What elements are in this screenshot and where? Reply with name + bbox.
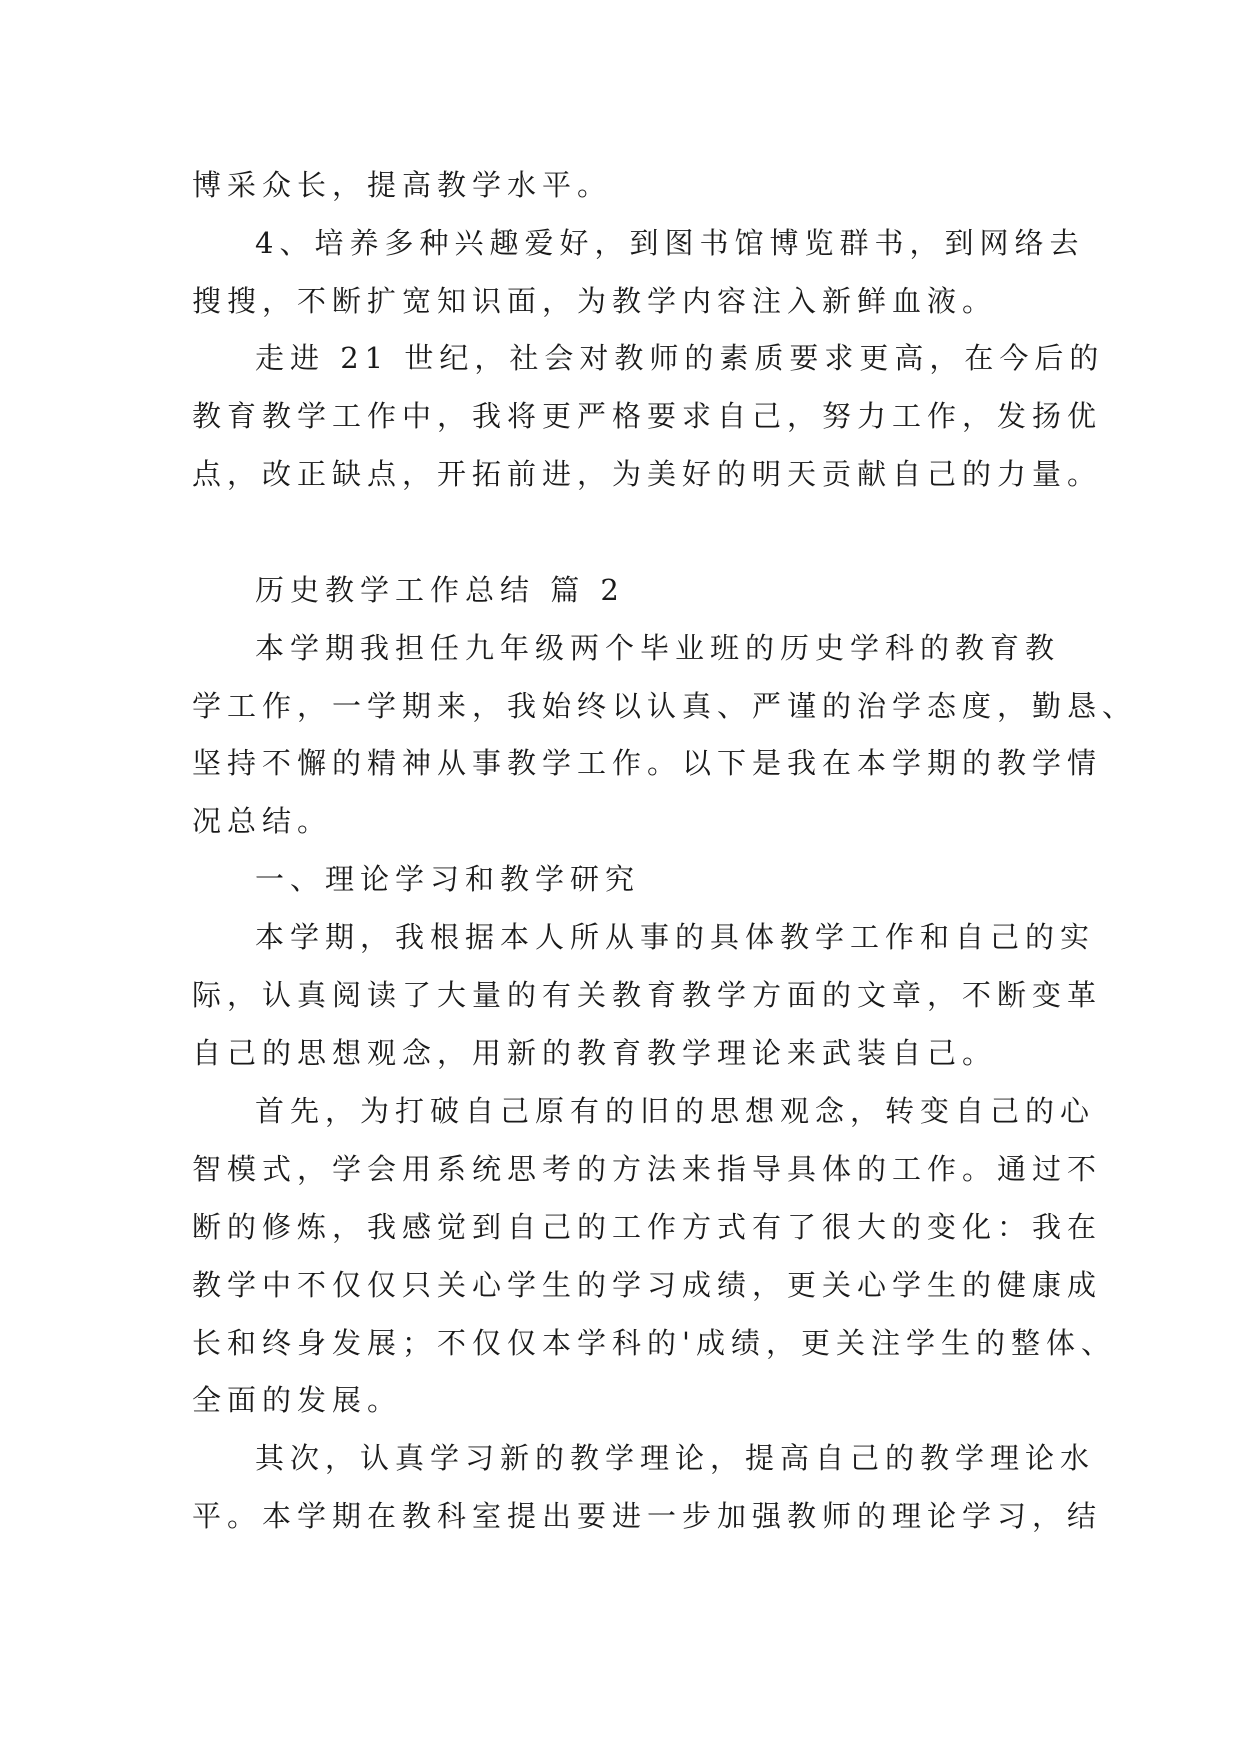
text-line: 全面的发展。 [192, 1383, 403, 1417]
text-line: 际，认真阅读了大量的有关教育教学方面的文章，不断变革 [192, 978, 1103, 1012]
text-line: 长和终身发展；不仅仅本学科的'成绩，更关注学生的整体、 [192, 1326, 1116, 1360]
text-line: 其次，认真学习新的教学理论，提高自己的教学理论水 [255, 1441, 1096, 1475]
text-line: 学工作，一学期来，我始终以认真、严谨的治学态度，勤恳、 [192, 689, 1138, 723]
text-line: 自己的思想观念，用新的教育教学理论来武装自己。 [192, 1036, 998, 1070]
text-line: 教学中不仅仅只关心学生的学习成绩，更关心学生的健康成 [192, 1268, 1103, 1302]
section-heading: 历史教学工作总结 篇 2 [255, 573, 625, 607]
text-line: 教育教学工作中，我将更严格要求自己，努力工作，发扬优 [192, 399, 1103, 433]
text-line: 本学期，我根据本人所从事的具体教学工作和自己的实 [255, 920, 1096, 954]
text-line: 断的修炼，我感觉到自己的工作方式有了很大的变化：我在 [192, 1210, 1103, 1244]
text-line: 搜搜，不断扩宽知识面，为教学内容注入新鲜血液。 [192, 284, 998, 318]
text-line: 坚持不懈的精神从事教学工作。以下是我在本学期的教学情 [192, 746, 1103, 780]
text-line: 走进 21 世纪，社会对教师的素质要求更高，在今后的 [255, 341, 1105, 375]
text-line: 本学期我担任九年级两个毕业班的历史学科的教育教 [255, 631, 1061, 665]
text-line: 首先，为打破自己原有的旧的思想观念，转变自己的心 [255, 1094, 1096, 1128]
subsection-heading: 一、理论学习和教学研究 [255, 862, 641, 896]
text-line: 4、培养多种兴趣爱好，到图书馆博览群书，到网络去 [255, 226, 1085, 260]
text-line: 博采众长，提高教学水平。 [192, 168, 613, 202]
text-line: 智模式，学会用系统思考的方法来指导具体的工作。通过不 [192, 1152, 1103, 1186]
text-line: 点，改正缺点，开拓前进，为美好的明天贡献自己的力量。 [192, 457, 1103, 491]
text-line: 平。本学期在教科室提出要进一步加强教师的理论学习，结 [192, 1499, 1103, 1533]
text-line: 况总结。 [192, 804, 333, 838]
